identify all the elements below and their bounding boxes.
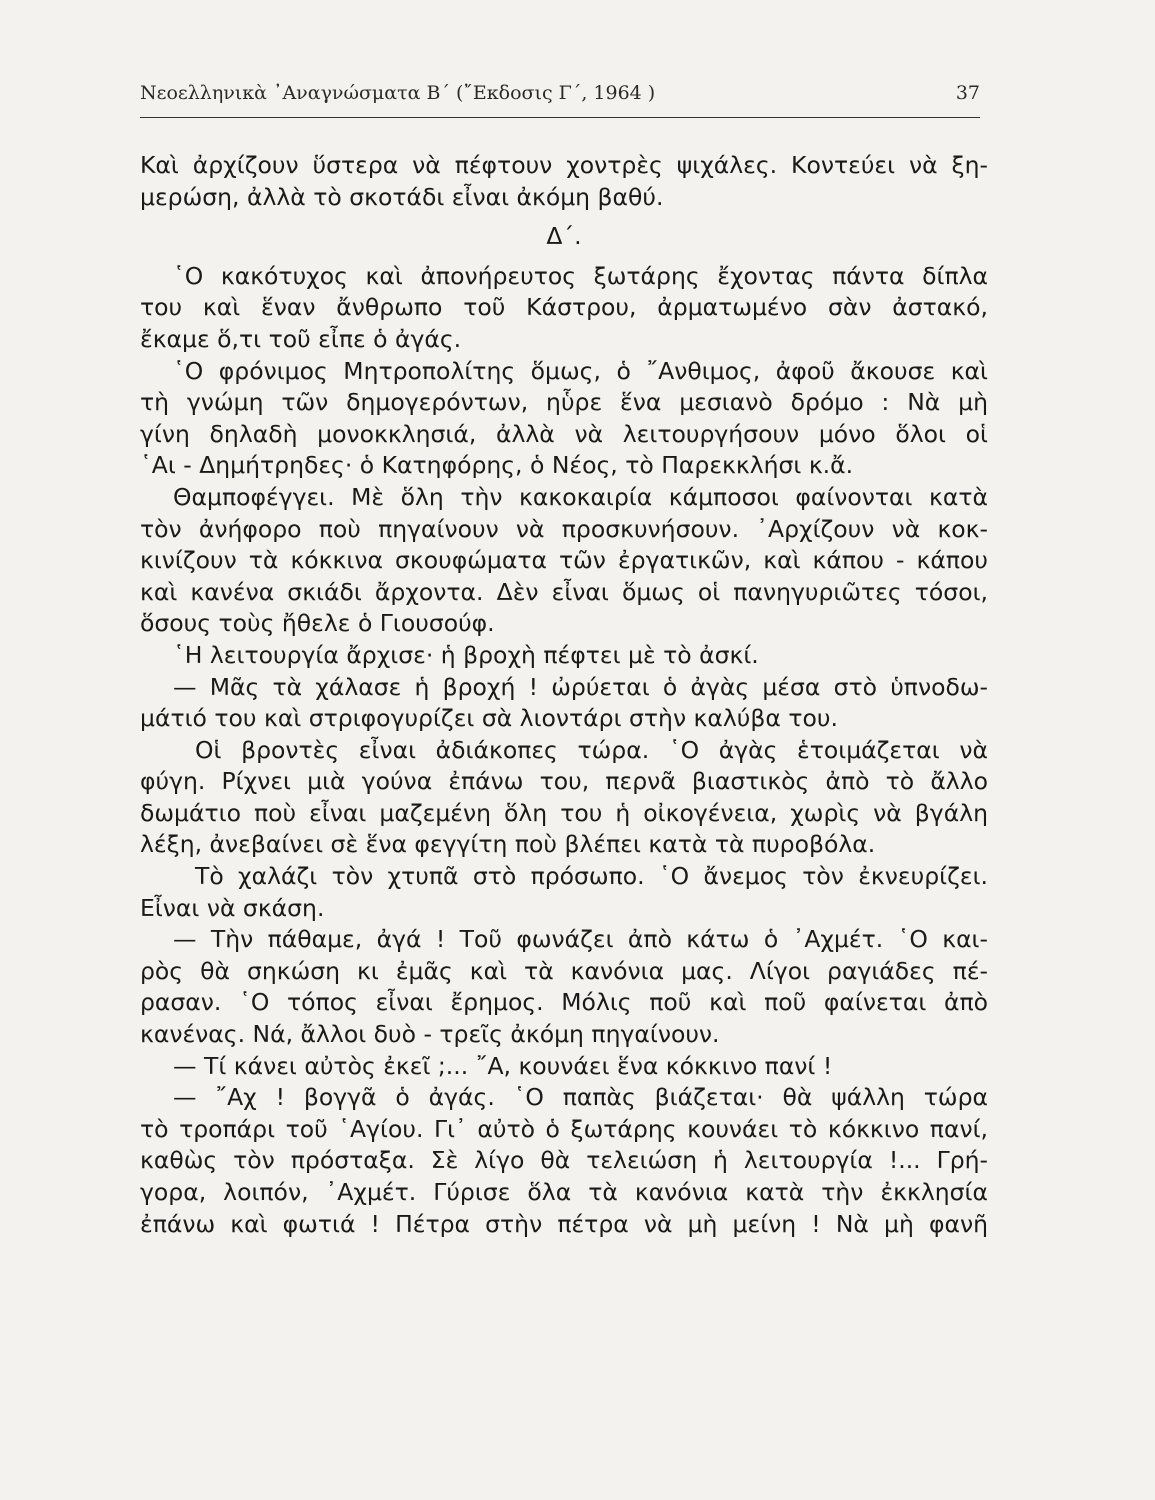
text-line: Τὸ χαλάζι τὸν χτυπᾶ στὸ πρόσωπο. ῾Ο ἄνεμος τὸν ἐκνευρίζει. [195, 862, 988, 891]
text-line: — Τί κάνει αὐτὸς ἐκεῖ ;... ῎Α, κουνάει ἕνα κόκκινο πανί ! [173, 1051, 833, 1080]
text-line: ῾Η λειτουργία ἄρχισε· ἡ βροχὴ πέφτει μὲ τὸ ἀσκί. [173, 640, 759, 669]
text-line: ἐπάνω καὶ φωτιά ! Πέτρα στὴν πέτρα νὰ μὴ μείνη ! Νὰ μὴ φανῆ [140, 1209, 988, 1238]
text-line: γορα, λοιπόν, ᾿Αχμέτ. Γύρισε ὅλα τὰ κανόνια κατὰ τὴν ἐκκλησία [140, 1178, 988, 1206]
text-line: — Τὴν πάθαμε, ἀγά ! Τοῦ φωνάζει ἀπὸ κάτω ὁ ᾿Αχμέτ. ῾Ο και- [173, 925, 988, 954]
text-line: — ῎Αχ ! βογγᾶ ὁ ἀγάς. ῾Ο παπὰς βιάζεται· θὰ ψάλλη τώρα [173, 1083, 988, 1112]
text-line: κανένας. Νά, ἄλλοι δυὸ - τρεῖς ἀκόμη πηγαίνουν. [140, 1020, 720, 1049]
text-line: φύγη. Ρίχνει μιὰ γούνα ἐπάνω του, περνᾶ βιαστικὸς ἀπὸ τὸ ἄλλο [140, 767, 988, 796]
text-line: τὸν ἀνήφορο ποὺ πηγαίνουν νὰ προσκυνήσουν. ᾿Αρχίζουν νὰ κοκ- [140, 514, 988, 543]
text-line: μερώση, ἀλλὰ τὸ σκοτάδι εἶναι ἀκόμη βαθύ. [140, 182, 664, 211]
running-header [140, 82, 980, 116]
text-line: Εἶναι νὰ σκάση. [140, 893, 325, 922]
text-line: καὶ κανένα σκιάδι ἄρχοντα. Δὲν εἶναι ὅμως οἱ πανηγυριῶτες τόσοι, [140, 577, 988, 606]
body-text [140, 150, 988, 1240]
text-line: — Μᾶς τὰ χάλασε ἡ βροχή ! ὠρύεται ὁ ἀγὰς μέσα στὸ ὑπνοδω- [173, 672, 988, 701]
section-marker: Δ΄. [546, 222, 582, 251]
text-line: Καὶ ἀρχίζουν ὕστερα νὰ πέφτουν χοντρὲς ψιχάλες. Κοντεύει νὰ ξη- [140, 151, 988, 179]
text-line: ρὸς θὰ σηκώση κι ἐμᾶς καὶ τὰ κανόνια μας. Λίγοι ραγιάδες πέ- [140, 956, 988, 985]
text-line: ὅσους τοὺς ἤθελε ὁ Γιουσούφ. [140, 609, 495, 638]
text-line: καθὼς τὸν πρόσταξα. Σὲ λίγο θὰ τελειώση ἡ λειτουργία !... Γρή- [140, 1146, 988, 1175]
text-line: ῾Ο φρόνιμος Μητροπολίτης ὅμως, ὁ ῎Ανθιμος, ἀφοῦ ἄκουσε καὶ [173, 356, 988, 385]
text-line: ἔκαμε ὅ,τι τοῦ εἶπε ὁ ἀγάς. [140, 324, 462, 353]
text-line: Θαμποφέγγει. Μὲ ὅλη τὴν κακοκαιρία κάμποσοι φαίνονται κατὰ [173, 482, 988, 511]
text-line: του καὶ ἕναν ἄνθρωπο τοῦ Κάστρου, ἀρματωμένο σὰν ἀστακό, [140, 293, 988, 322]
page-number: 37 [955, 82, 980, 104]
text-line: Οἱ βροντὲς εἶναι ἀδιάκοπες τώρα. ῾Ο ἀγὰς ἑτοιμάζεται νὰ [195, 735, 988, 764]
book-title: Νεοελληνικὰ ᾿Αναγνώσματα Β΄ (῎Εκδοσις Γ΄, 1964 ) [140, 82, 656, 104]
text-line: ῾Ο κακότυχος καὶ ἀπονήρευτος ξωτάρης ἔχοντας πάντα δίπλα [173, 261, 988, 290]
text-line: δωμάτιο ποὺ εἶναι μαζεμένη ὅλη του ἡ οἰκογένεια, χωρὶς νὰ βγάλη [140, 798, 988, 827]
text-line: τὸ τροπάρι τοῦ ῾Αγίου. Γι᾿ αὐτὸ ὁ ξωτάρης κουνάει τὸ κόκκινο πανί, [140, 1114, 988, 1143]
text-line: ρασαν. ῾Ο τόπος εἶναι ἔρημος. Μόλις ποῦ καὶ ποῦ φαίνεται ἀπὸ [140, 988, 988, 1017]
text-line: κινίζουν τὰ κόκκινα σκουφώματα τῶν ἐργατικῶν, καὶ κάπου - κάπου [140, 546, 988, 575]
header-rule [140, 117, 980, 118]
text-line: γίνη δηλαδὴ μονοκκλησιά, ἀλλὰ νὰ λειτουργήσουν μόνο ὅλοι οἱ [140, 419, 988, 448]
text-line: τὴ γνώμη τῶν δημογερόντων, ηὗρε ἕνα μεσιανὸ δρόμο : Νὰ μὴ [140, 388, 988, 417]
text-line: λέξη, ἀνεβαίνει σὲ ἕνα φεγγίτη ποὺ βλέπει κατὰ τὰ πυροβόλα. [140, 830, 876, 859]
text-line: ῾Αι - Δημήτρηδες· ὁ Κατηφόρης, ὁ Νέος, τὸ Παρεκκλήσι κ.ἄ. [140, 451, 854, 480]
text-line: μάτιό του καὶ στριφογυρίζει σὰ λιοντάρι στὴν καλύβα του. [140, 704, 838, 733]
